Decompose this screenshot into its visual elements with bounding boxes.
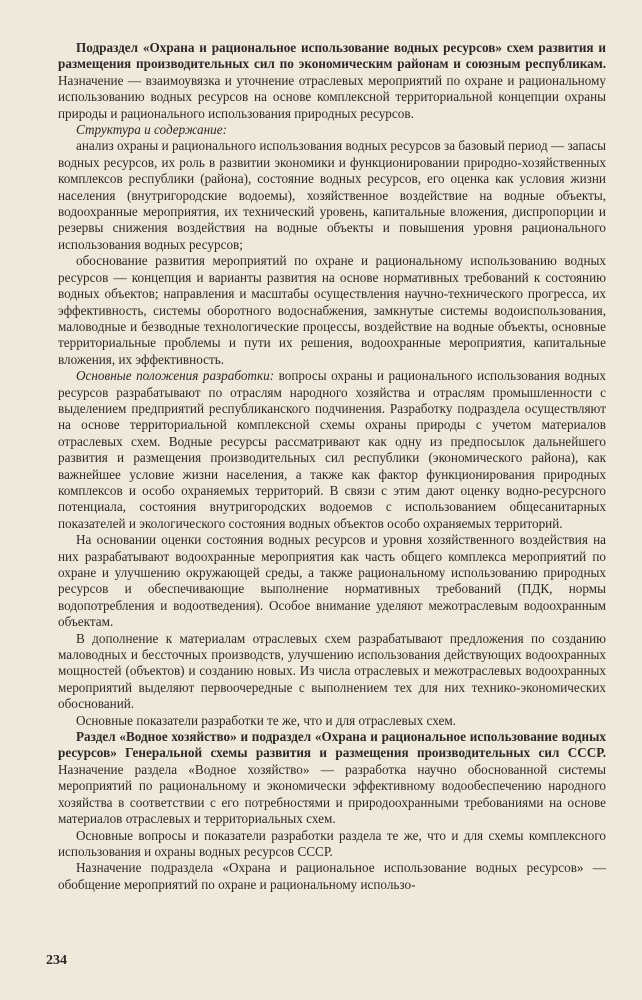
paragraph-main-provisions bbox=[58, 368, 606, 532]
paragraph-9 bbox=[58, 729, 606, 827]
structure-heading: Структура и содержание: bbox=[76, 122, 227, 138]
main-provisions-heading: Основные положения разработки: bbox=[76, 368, 275, 384]
subsection-heading: Подраздел «Охрана и рациональное использование водных ресурсов» схем развития и размещения производительных сил по экономическим районам и союзным республикам. bbox=[58, 40, 606, 72]
section-heading: Раздел «Водное хозяйство» и подраздел «Охрана и рациональное использование водных ресурсов» Генеральной схемы развития и размещения производительных сил СССР. bbox=[58, 729, 606, 761]
paragraph-7: В дополнение к материалам отраслевых схем разрабатывают предложения по созданию маловодных и бессточных производств, улучшению использования действующих водоохранных мощностей (объектов) и созданию новых. Из числа отраслевых и межотраслевых водоохранных мероприятий выделяют первоочередные с выполнением тех для них технико-экономических обоснований. bbox=[58, 630, 606, 712]
paragraph-1-text: Назначение — взаимоувязка и уточнение отраслевых мероприятий по охране и рациональному использованию водных ресурсов на основе комплексной территориальной концепции охраны природы и рационального использования природных ресурсов. bbox=[58, 72, 606, 121]
paragraph-analysis: анализ охраны и рационального использования водных ресурсов за базовый период — запасы водных ресурсов, их роль в развитии экономики и функционировании природно-хозяйственных комплексов республики (района), состояние водных ресурсов, его оценка как условия жизни населения (внутригородские водоемы), хозяйственное воздействие на водные объекты, водоохранные мероприятия, их технический уровень, капитальные вложения, диспропорции и резервы снижения воздействия на водные объекты и повышения уровня рационального использования водных ресурсов; bbox=[58, 138, 606, 252]
paragraph-justification: обоснование развития мероприятий по охране и рациональному использованию водных ресурсов — концепция и варианты развития на основе нормативных требований к состоянию водных объектов; направления и масштабы осуществления научно-технического прогресса, их эффективность, системы оборотного водоснабжения, замкнутые системы водоиспользования, маловодные и безводные технологические процессы, воздействие на водные объекты, основные территориальные проблемы и пути их решения, водоохранные мероприятия, капитальные вложения, их эффективность. bbox=[58, 253, 606, 367]
main-provisions-text: вопросы охраны и рационального использования водных ресурсов разрабатывают по отраслям народного хозяйства и отраслям промышленности с выделением предприятий республиканского подчинения. Разработку подраздела осуществляют на основе территориальной комплексной схемы охраны природы с учетом материалов отраслевых схем. Водные ресурсы рассматривают как одну из предпосылок дальнейшего развития и размещения производительных сил республики (экономического района), как важнейшее условие жизни населения, а также как фактор функционирования природных комплексов и особо охраняемых территорий. В связи с этим дают оценку водно-ресурсного потенциала, состояния внутригородских водоемов с использованием общесанитарных показателей и экологического состояния водных объектов особо охраняемых территорий. bbox=[58, 368, 606, 531]
paragraph-10: Основные вопросы и показатели разработки раздела те же, что и для схемы комплексного использования и охраны водных ресурсов СССР. bbox=[58, 827, 606, 859]
page-number: 234 bbox=[46, 953, 67, 968]
paragraph-6: На основании оценки состояния водных ресурсов и уровня хозяйственного воздействия на них разрабатывают водоохранные мероприятия как часть общего комплекса мероприятий по охране и улучшению окружающей среды, а также рациональному использованию природных ресурсов и обеспечивающие выполнение нормативных требований (ПДК, нормы водопотребления и водоотведения). Особое внимание уделяют межотраслевым водоохранным объектам. bbox=[58, 532, 606, 630]
paragraph-1 bbox=[58, 40, 606, 122]
paragraph-11: Назначение подраздела «Охрана и рациональное использование водных ресурсов» — обобщение мероприятий по охране и рациональному использо- bbox=[58, 860, 606, 892]
page-text bbox=[58, 40, 606, 893]
paragraph-9-text: Назначение раздела «Водное хозяйство» — разработка научно обоснованной системы мероприятий по рациональному и экономически эффективному водообеспечению народного хозяйства в соответствии с его потребностями и природоохранными требованиями на основе материалов отраслевых и территориальных схем. bbox=[58, 761, 606, 827]
paragraph-8: Основные показатели разработки те же, что и для отраслевых схем. bbox=[76, 712, 456, 728]
